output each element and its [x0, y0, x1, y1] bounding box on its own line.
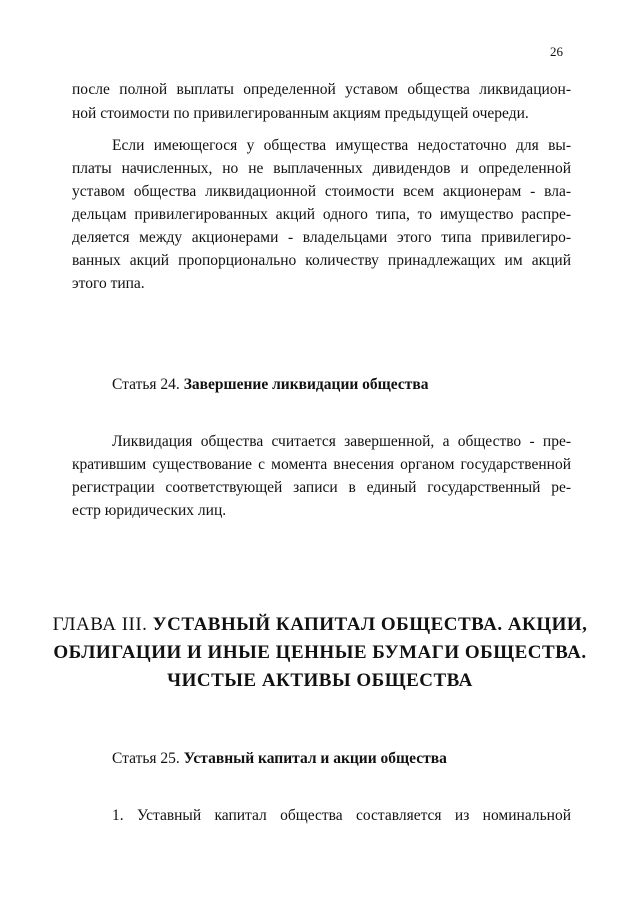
page-number: 26 — [550, 44, 563, 59]
text-line: Если имеющегося у общества имущества недостаточно для вы- — [112, 137, 571, 154]
chapter-title-part: ЧИСТЫЕ АКТИВЫ ОБЩЕСТВА — [167, 670, 473, 691]
chapter-title-part: УСТАВНЫЙ КАПИТАЛ ОБЩЕСТВА. АКЦИИ, — [152, 614, 588, 635]
text-line: платы начисленных, но не выплаченных дивидендов и определенной — [72, 160, 571, 177]
article-24-heading — [112, 376, 428, 394]
chapter-heading-line — [0, 670, 640, 692]
article-title: Уставный капитал и акции общества — [183, 750, 447, 767]
text-line: уставом общества ликвидационной стоимости всем акционерам - вла- — [72, 183, 571, 200]
text-line: кратившим существование с момента внесения органом государственной — [72, 456, 571, 473]
text-line: ванных акций пропорционально количеству принадлежащих им акций — [72, 252, 571, 269]
chapter-number: ГЛАВА III. — [52, 614, 153, 635]
article-25-heading — [112, 750, 447, 768]
text-line: 1. Уставный капитал общества составляется из номинальной — [112, 807, 571, 824]
text-line: после полной выплаты определенной уставом общества ликвидацион- — [72, 81, 571, 98]
text-line: этого типа. — [72, 275, 145, 292]
text-line: Ликвидация общества считается завершенной, а общество - пре- — [112, 433, 571, 450]
chapter-title-part: ОБЛИГАЦИИ И ИНЫЕ ЦЕННЫЕ БУМАГИ ОБЩЕСТВА. — [53, 642, 587, 663]
chapter-heading-line — [0, 614, 640, 636]
article-number: Статья 24. — [112, 376, 184, 393]
article-number: Статья 25. — [112, 750, 184, 767]
text-line: деляется между акционерами - владельцами этого типа привилегиро- — [72, 229, 571, 246]
chapter-heading-line — [0, 642, 640, 664]
text-line: дельцам привилегированных акций одного типа, то имущество распре- — [72, 206, 571, 223]
text-line: ной стоимости по привилегированным акциям предыдущей очереди. — [72, 105, 529, 122]
text-line: естр юридических лиц. — [72, 502, 227, 519]
article-title: Завершение ликвидации общества — [183, 376, 429, 393]
text-line: регистрации соответствующей записи в единый государственный ре- — [72, 479, 571, 496]
